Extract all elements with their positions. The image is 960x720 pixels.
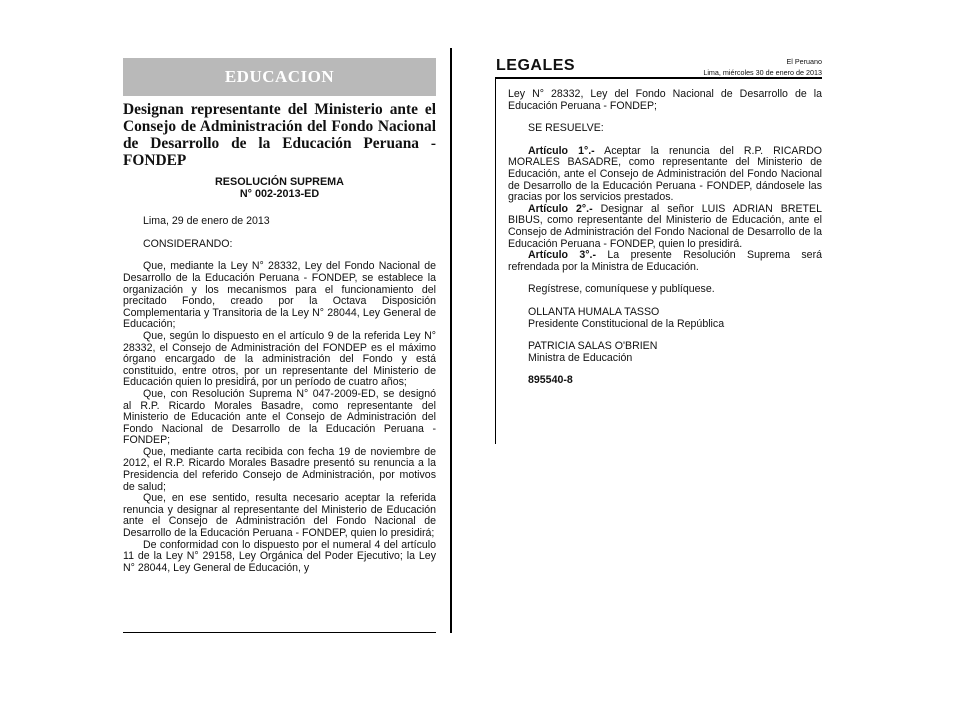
- resolution-number: N° 002-2013-ED: [239, 187, 320, 200]
- signer-2-name: PATRICIA SALAS O'BRIEN: [528, 340, 658, 353]
- section-title: EDUCACION: [224, 67, 335, 87]
- paragraph: Que, según lo dispuesto en el artículo 9 de la referida Ley N° 28332, el Consejo de Administración del FONDEP es el máximo órgano encargado de la administración del Fondo y está constituido, entre otros, por un representante del Ministerio de Educación quien lo presidirá, por un período de cuatro años;: [123, 329, 436, 389]
- continuation-text: Ley N° 28332, Ley del Fondo Nacional de Desarrollo de la Educación Peruana - FONDEP;: [508, 88, 822, 112]
- article-label: Artículo 3°.-: [528, 249, 597, 262]
- signer-2-title: Ministra de Educación: [528, 351, 633, 364]
- paragraph: Que, en ese sentido, resulta necesario aceptar la referida renuncia y designar al representante del Ministerio de Educación ante el Consejo de Administración del Fondo Nacional de Desarrollo de la Educación Peruana - FONDEP, quien lo presidirá;: [123, 492, 436, 540]
- closing-line: Regístrese, comuníquese y publíquese.: [528, 283, 715, 296]
- headline: Designan representante del Ministerio ante el Consejo de Administración del Fondo Nacional de Desarrollo de la Educación Peruana - FONDEP: [123, 101, 436, 169]
- considerando-heading: CONSIDERANDO:: [143, 237, 233, 250]
- header-date: Lima, miércoles 30 de enero de 2013: [703, 68, 822, 77]
- article-3: [508, 250, 822, 273]
- article-label: Artículo 1°.-: [528, 144, 595, 157]
- header-rule: [495, 77, 822, 79]
- paragraph: De conformidad con lo dispuesto por el numeral 4 del artículo 11 de la Ley N° 29158, Ley Orgánica del Poder Ejecutivo; la Ley N° 28044, Ley General de Educación, y: [123, 538, 436, 574]
- date-line: Lima, 29 de enero de 2013: [143, 215, 270, 228]
- resolution-type: RESOLUCIÓN SUPREMA: [215, 176, 344, 188]
- resolution-heading: [123, 177, 436, 200]
- paragraph: Que, mediante carta recibida con fecha 19 de noviembre de 2012, el R.P. Ricardo Morales Basadre presentó su renuncia a la Presidencia del referido Consejo de Administración, por motivos de salud;: [123, 445, 436, 493]
- article-text: Designar al señor LUIS ADRIAN BRETEL BIBUS, como representante del Ministerio de Educación, ante el Consejo de Administración del Fondo Nacional de Desarrollo de la Educación Peruana - FONDEP, quien lo presidirá.: [508, 202, 822, 250]
- article-2: [508, 204, 822, 250]
- signer-1-title: Presidente Constitucional de la República: [528, 317, 725, 330]
- right-column: [508, 89, 822, 387]
- section-banner: [123, 58, 436, 96]
- signer-1-name: OLLANTA HUMALA TASSO: [528, 305, 660, 318]
- left-bottom-rule: [123, 632, 436, 633]
- left-column: [123, 58, 436, 574]
- paragraph: Que, con Resolución Suprema N° 047-2009-ED, se designó al R.P. Ricardo Morales Basadre, como representante del Ministerio de Educación ante el Consejo de Administración del Fondo Nacional de Desarrollo de la Educación Peruana - FONDEP;: [123, 387, 436, 447]
- publication-code: 895540-8: [528, 374, 573, 387]
- publication-name: El Peruano: [786, 57, 822, 66]
- column-divider-left: [450, 48, 452, 633]
- article-label: Artículo 2°.-: [528, 202, 593, 215]
- article-text: La presente Resolución Suprema será refrendada por la Ministra de Educación.: [508, 249, 822, 273]
- article-1: [508, 146, 822, 204]
- legales-title: LEGALES: [496, 57, 576, 74]
- column-divider-right: [495, 79, 496, 444]
- se-resuelve-heading: SE RESUELVE:: [528, 122, 604, 135]
- article-text: Aceptar la renuncia del R.P. RICARDO MORALES BASADRE, como representante del Ministerio de Educación, ante el Consejo de Administración del Fondo Nacional de Desarrollo de la Educación Peruana - FONDEP, dándosele las gracias por los servicios prestados.: [508, 144, 822, 204]
- paragraph: Que, mediante la Ley N° 28332, Ley del Fondo Nacional de Desarrollo de la Educación Peruana - FONDEP, se establece la organización y los mecanismos para el funcionamiento del precitado Fondo, creado por la Octava Disposición Complementaria y Transitoria de la Ley N° 28044, Ley General de Educación;: [123, 260, 436, 331]
